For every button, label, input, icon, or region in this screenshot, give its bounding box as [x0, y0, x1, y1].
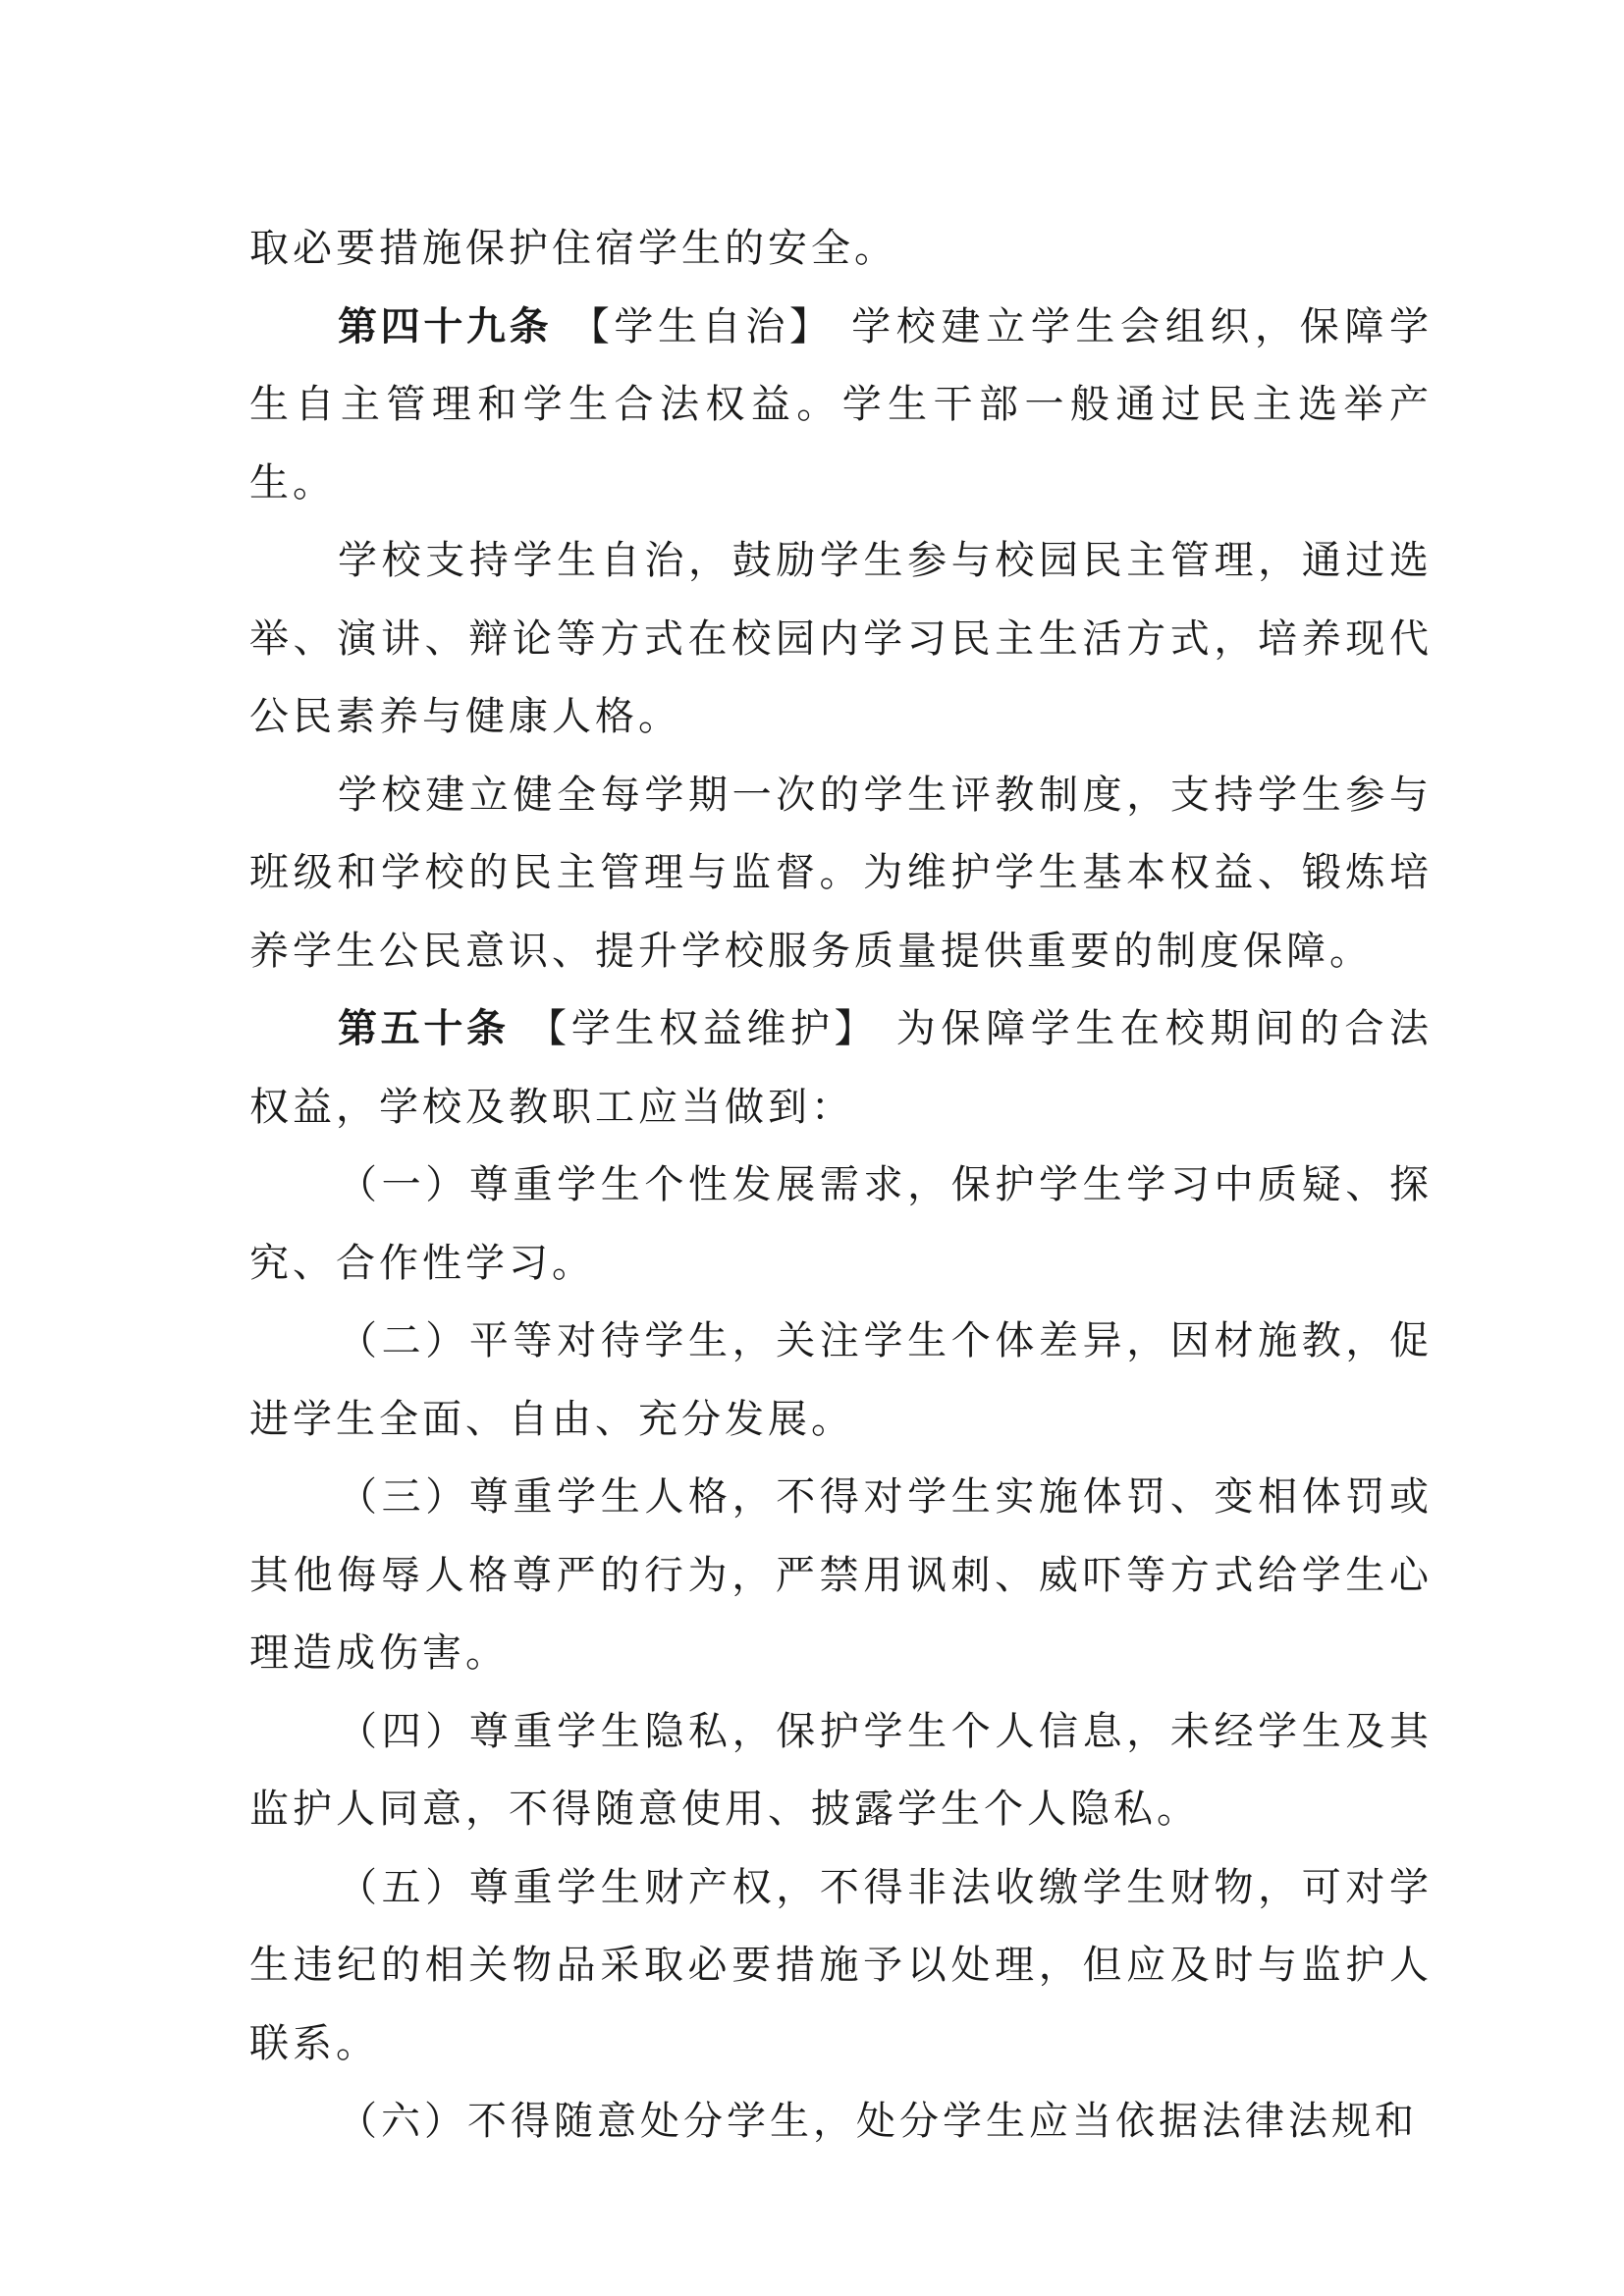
list-item: （三）尊重学生人格，不得对学生实施体罚、变相体罚或其他侮辱人格尊严的行为，严禁用讽刺、威吓等方式给学生心理造成伤害。	[249, 1474, 1433, 1676]
list-item: （六）不得随意处分学生，处分学生应当依据法律法规和	[338, 2099, 1418, 2144]
article-49	[249, 289, 1433, 523]
list-item: （五）尊重学生财产权，不得非法收缴学生财物，可对学生违纪的相关物品采取必要措施予以处理，但应及时与监护人联系。	[249, 1864, 1433, 2066]
article-text: 为保障学生在校期间的合法权益，学校及教职工应当做到：	[249, 1006, 1434, 1130]
article-text: 学校建立学生会组织，保障学生自主管理和学生合法权益。学生干部一般通过民主选举产生。	[249, 303, 1434, 506]
list-item: （二）平等对待学生，关注学生个体差异，因材施教，促进学生全面、自由、充分发展。	[249, 1318, 1433, 1442]
paragraph-continuation: 取必要措施保护住宿学生的安全。	[249, 226, 897, 271]
list-item: （四）尊重学生隐私，保护学生个人信息，未经学生及其监护人同意，不得随意使用、披露学生个人隐私。	[249, 1708, 1433, 1832]
article-title: 【学生权益维护】	[527, 1006, 879, 1051]
article-number: 第五十条	[338, 1006, 510, 1051]
paragraph: 学校支持学生自治，鼓励学生参与校园民主管理，通过选举、演讲、辩论等方式在校园内学习民主生活方式，培养现代公民素养与健康人格。	[249, 538, 1433, 739]
article-50	[249, 990, 1433, 1147]
document-body	[249, 210, 1433, 2162]
paragraph: 学校建立健全每学期一次的学生评教制度，支持学生参与班级和学校的民主管理与监督。为维护学生基本权益、锻炼培养学生公民意识、提升学校服务质量提供重要的制度保障。	[249, 772, 1433, 974]
article-title: 【学生自治】	[569, 303, 834, 349]
list-item: （一）尊重学生个性发展需求，保护学生学习中质疑、探究、合作性学习。	[249, 1162, 1433, 1286]
article-number: 第四十九条	[338, 303, 553, 349]
